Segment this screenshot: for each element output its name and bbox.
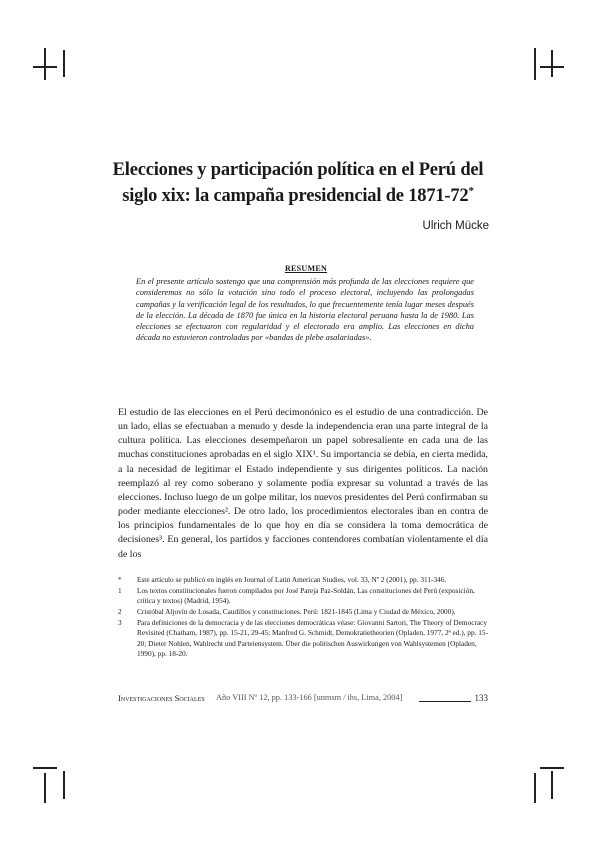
issue-info: Año VIII Nº 12, pp. 133-166 [unmsm / ihs, Lima, 2004] bbox=[216, 693, 403, 702]
body-paragraph: El estudio de las elecciones en el Perú decimonónico es el estudio de una contradicción. De un lado, ellas se efectuaban a menudo y desde la independencia eran una parte integral de la cultura política. Las elecciones desempeñaron un papel sobresaliente en cada una de las muchas constituciones aprobadas en el siglo XIX¹. Su importancia se debía, en cierta medida, a la necesidad de legitimar el Estado independiente y sus dirigentes políticos. La nación reemplazó al rey como soberano y solamente podía expresar su voluntad a través de las elecciones. Incluso luego de un golpe militar, los nuevos presidentes del Perú confirmaban su poder mediante elecciones². De otro lado, los procedimientos electorales iban en contra de los principios fundamentales de lo que hoy en día se considera la toma democrática de decisiones³. En general, los partidos y facciones contendores combatían violentamente el día de los bbox=[118, 407, 488, 560]
title-line-2 bbox=[80, 181, 516, 207]
abstract-text: En el presente artículo sostengo que una comprensión más profunda de las elecciones requiere que consideremos no sólo la votación sino todo el proceso electoral, incluyendo las prolongadas campañas y la verificación legal de los resultados, lo que frecuentemente tenía lugar meses después de la elección. La década de 1870 fue única en la historia electoral peruana hasta la de 1980. Las elecciones se efectuaron con regularidad y el electorado era amplio. Las elecciones en dicha década no estuvieron controladas por «bandas de plebe asalariadas». bbox=[136, 277, 474, 343]
abstract-heading: RESUMEN bbox=[284, 264, 328, 273]
author-name: Ulrich Mücke bbox=[422, 220, 489, 232]
footnote-number: 3 bbox=[118, 618, 122, 628]
footnote bbox=[118, 575, 488, 585]
footnote-number: 1 bbox=[118, 586, 122, 596]
crop-mark-top-left-vertical-inner bbox=[63, 50, 65, 77]
crop-mark-top-left-vertical bbox=[44, 48, 46, 80]
title-line-2-text: siglo xix: la campaña presidencial de 1871-72 bbox=[122, 186, 469, 207]
journal-name: Investigaciones Sociales bbox=[118, 693, 205, 703]
footnote bbox=[118, 618, 488, 658]
footnotes bbox=[118, 575, 488, 660]
footnote bbox=[118, 607, 488, 617]
footnote-text: Los textos constitucionales fueron compilados por José Pareja Paz-Soldán, Las constituciones del Perú (exposición, crítica y textos) (Madrid, 1954). bbox=[137, 586, 475, 606]
crop-mark-top-left-horizontal bbox=[33, 66, 57, 68]
crop-mark-bottom-left-horizontal bbox=[33, 767, 57, 769]
footer-rule bbox=[419, 701, 471, 702]
crop-mark-top-right-horizontal bbox=[540, 66, 564, 68]
body-text bbox=[118, 406, 488, 562]
crop-mark-top-right-vertical-inner bbox=[551, 50, 553, 77]
footnote-text: Cristóbal Aljovín de Losada, Caudillos y constituciones. Perú: 1821-1845 (Lima y Ciudad de México, 2000). bbox=[137, 607, 456, 617]
page-footer bbox=[118, 693, 488, 705]
footnote-number: * bbox=[118, 575, 122, 584]
footnote-number: 2 bbox=[118, 607, 122, 617]
crop-mark-bottom-right-vertical-inner bbox=[551, 771, 553, 799]
title-footnote-mark: * bbox=[468, 185, 474, 197]
footnote-text: Para definiciones de la democracia y de las elecciones democráticas véase: Giovanni Sartori, The Theory of Democracy Revisited (Chatham, 1987), pp. 15-21, 29-45; Manfred G. Schmidt, Demokratietheorien (Opladen, 1977, 2ª ed.), pp. 15-20; Dieter Nohlen, Wahlrecht und Parteiensystem. Über die politischen Auswirkungen von Wahlsystemen (Opladen, 1990), pp. 18-20. bbox=[137, 618, 488, 658]
title-line-1: Elecciones y participación política en el Perú del bbox=[112, 160, 484, 180]
crop-mark-bottom-right-horizontal bbox=[540, 767, 564, 769]
page-number: 133 bbox=[474, 693, 488, 703]
article-title bbox=[80, 160, 516, 207]
footnote-text: Este artículo se publicó en inglés en Journal of Latin American Studies, vol. 33, Nº 2 (2001), pp. 311-346. bbox=[137, 575, 447, 584]
crop-mark-bottom-left-vertical bbox=[44, 773, 46, 803]
footnote bbox=[118, 586, 488, 606]
crop-mark-bottom-left-vertical-inner bbox=[63, 771, 65, 799]
crop-mark-top-right-vertical bbox=[534, 48, 536, 80]
crop-mark-bottom-right-vertical bbox=[534, 773, 536, 803]
